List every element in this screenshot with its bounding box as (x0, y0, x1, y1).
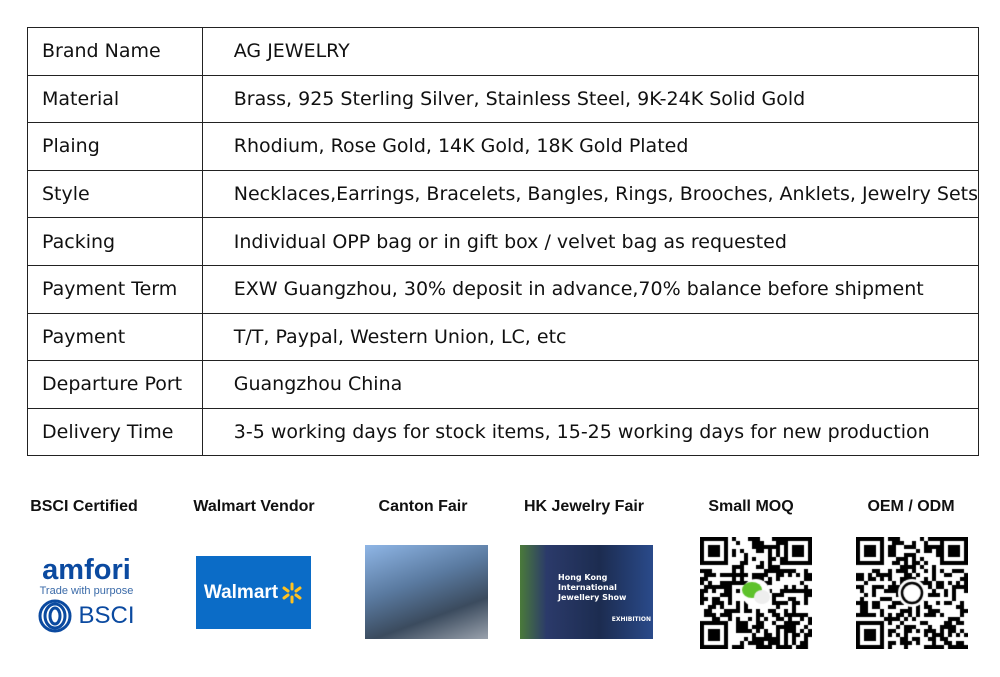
amfori-bsci-logo (34, 555, 139, 633)
spec-label: Payment Term (28, 265, 203, 313)
spec-value: Individual OPP bag or in gift box / velvet bag as requested (202, 218, 978, 266)
walmart-logo (196, 556, 311, 629)
badge-label: Small MOQ (708, 498, 794, 515)
spec-label: Payment (28, 313, 203, 361)
canton-fair-photo (365, 545, 488, 639)
exhibition-sign: EXHIBITION (611, 616, 651, 623)
badge-hk (504, 498, 664, 518)
badge-canton (343, 498, 503, 518)
walmart-spark-icon (281, 582, 303, 604)
wechat-qr-code (700, 537, 812, 649)
badge-walmart (174, 498, 334, 518)
badge-label: BSCI Certified (30, 498, 138, 515)
spec-label: Packing (28, 218, 203, 266)
hk-jewelry-fair-photo (520, 545, 653, 639)
spec-value: Brass, 925 Sterling Silver, Stainless Steel, 9K-24K Solid Gold (202, 75, 978, 123)
table-row (28, 75, 979, 123)
spec-value: 3-5 working days for stock items, 15-25 working days for new production (202, 408, 978, 456)
spec-label: Brand Name (28, 28, 203, 76)
hk-show-sign: Hong Kong International Jewellery Show (558, 573, 627, 602)
badge-bsci (4, 498, 164, 518)
badge-label: HK Jewelry Fair (523, 498, 645, 515)
spec-value: AG JEWELRY (202, 28, 978, 76)
amfori-wordmark: amfori (42, 554, 131, 586)
spec-value: Guangzhou China (202, 361, 978, 409)
walmart-wordmark: Walmart (203, 581, 279, 603)
table-row (28, 123, 979, 171)
spec-value: Necklaces,Earrings, Bracelets, Bangles, Rings, Brooches, Anklets, Jewelry Sets (202, 170, 978, 218)
badge-moq (671, 498, 831, 518)
spec-label: Departure Port (28, 361, 203, 409)
table-row (28, 361, 979, 409)
spec-label: Plaing (28, 123, 203, 171)
table-row (28, 28, 979, 76)
bsci-ring-icon (38, 599, 72, 633)
badge-label: Canton Fair (378, 498, 468, 515)
whatsapp-qr-code (856, 537, 968, 649)
amfori-tagline: Trade with purpose (39, 585, 134, 597)
table-row (28, 218, 979, 266)
spec-table (27, 27, 979, 456)
badge-label: Walmart Vendor (193, 498, 315, 515)
table-row (28, 313, 979, 361)
spec-label: Delivery Time (28, 408, 203, 456)
table-row (28, 170, 979, 218)
badge-oem (831, 498, 991, 518)
spec-value: T/T, Paypal, Western Union, LC, etc (202, 313, 978, 361)
spec-value: EXW Guangzhou, 30% deposit in advance,70% balance before shipment (202, 265, 978, 313)
table-row (28, 408, 979, 456)
bsci-wordmark: BSCI (78, 602, 135, 629)
badge-label: OEM / ODM (867, 498, 955, 515)
table-row (28, 265, 979, 313)
spec-value: Rhodium, Rose Gold, 14K Gold, 18K Gold Plated (202, 123, 978, 171)
spec-label: Style (28, 170, 203, 218)
spec-label: Material (28, 75, 203, 123)
